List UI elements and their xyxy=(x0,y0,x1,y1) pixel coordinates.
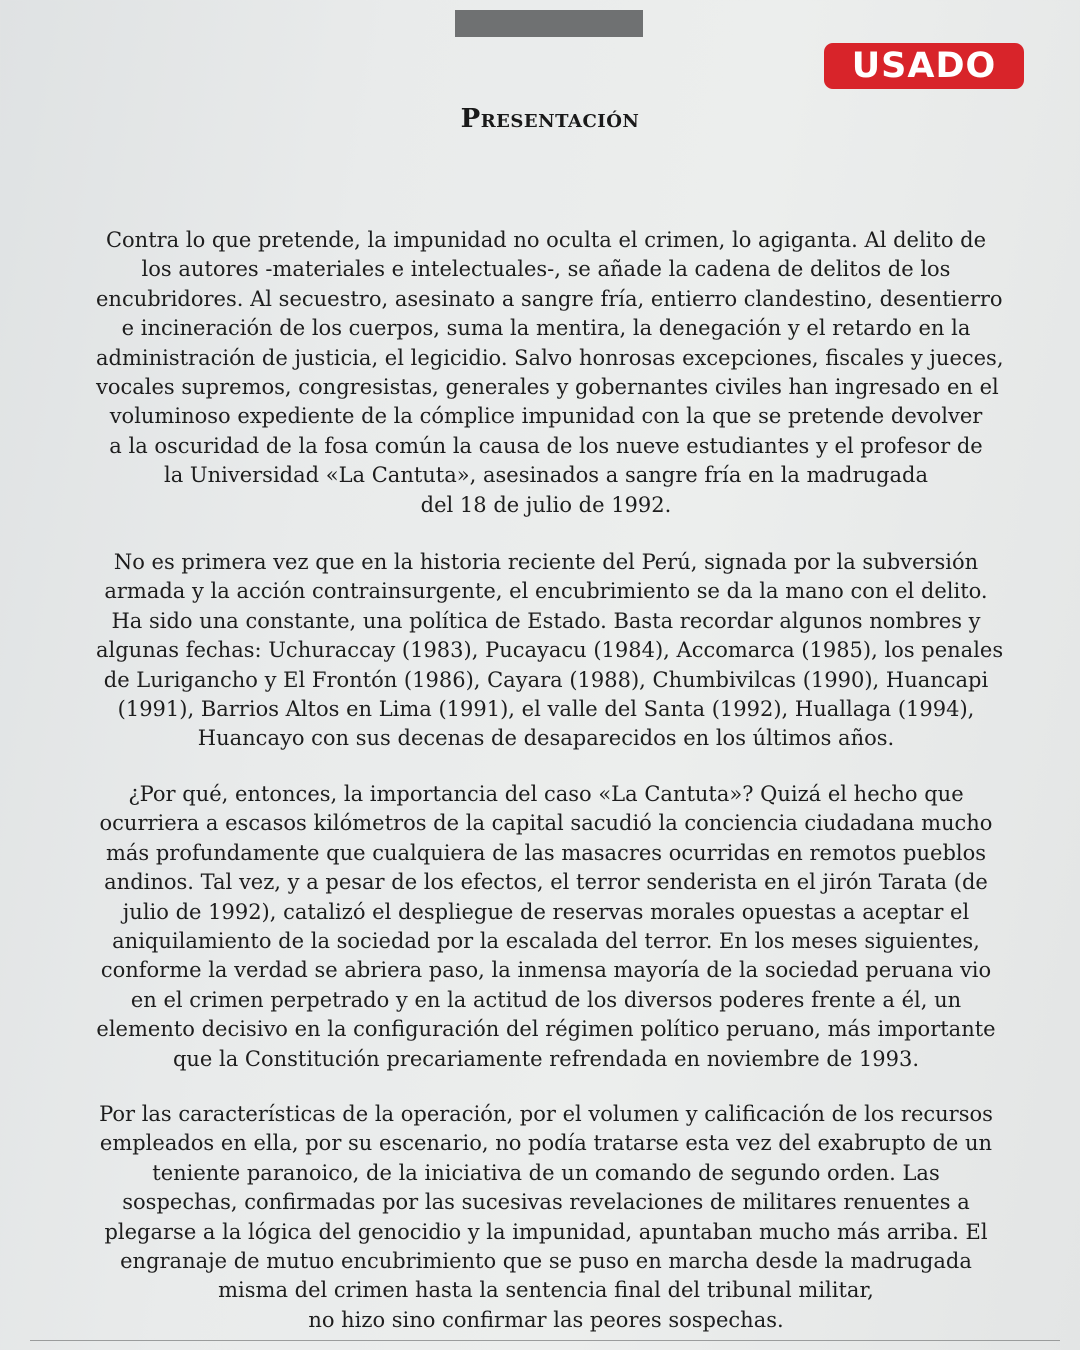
text-line: andinos. Tal vez, y a pesar de los efectos, el terror senderista en el jirón Tarata (de xyxy=(104,870,988,895)
text-line: plegarse a la lógica del genocidio y la impunidad, apuntaban mucho más arriba. El xyxy=(104,1219,988,1244)
text-line: e incineración de los cuerpos, suma la mentira, la denegación y el retardo en la xyxy=(121,316,971,341)
used-badge: USADO xyxy=(824,43,1024,89)
paragraph-2 xyxy=(96,548,1004,754)
text-line: los autores -materiales e intelectuales-, se añade la cadena de delitos de los xyxy=(141,257,951,282)
text-line: más profundamente que cualquiera de las masacres ocurridas en remotos pueblos xyxy=(105,840,987,865)
text-line: administración de justicia, el legicidio. Salvo honrosas excepciones, fiscales y jueces, xyxy=(96,345,1004,370)
text-line: ocurriera a escasos kilómetros de la capital sacudió la conciencia ciudadana mucho xyxy=(99,811,993,836)
page-bottom-edge xyxy=(30,1340,1060,1341)
text-line: misma del crimen hasta la sentencia final del tribunal militar, xyxy=(218,1278,874,1303)
text-line: (1991), Barrios Altos en Lima (1991), el valle del Santa (1992), Huallaga (1994), xyxy=(117,697,975,722)
text-line: que la Constitución precariamente refrendada en noviembre de 1993. xyxy=(172,1046,920,1071)
text-line: teniente paranoico, de la iniciativa de un comando de segundo orden. Las xyxy=(152,1160,940,1185)
text-line: de Lurigancho y El Frontón (1986), Cayara (1988), Chumbivilcas (1990), Huancapi xyxy=(103,667,989,692)
text-line: elemento decisivo en la configuración del régimen político peruano, más importante xyxy=(96,1017,996,1042)
text-line: en el crimen perpetrado y en la actitud de los diversos poderes frente a él, un xyxy=(130,987,962,1012)
text-line: No es primera vez que en la historia reciente del Perú, signada por la subversión xyxy=(113,550,979,574)
paragraph-4 xyxy=(96,1100,996,1335)
text-line: vocales supremos, congresistas, generales y gobernantes civiles han ingresado en el xyxy=(96,375,999,400)
text-line: algunas fechas: Uchuraccay (1983), Pucayacu (1984), Accomarca (1985), los penales xyxy=(96,638,1004,663)
page-title: Presentación xyxy=(460,104,640,134)
text-line: Contra lo que pretende, la impunidad no oculta el crimen, lo agiganta. Al delito de xyxy=(105,228,987,252)
text-line: del 18 de julio de 1992. xyxy=(420,492,672,517)
text-line: a la oscuridad de la fosa común la causa de los nueve estudiantes y el profesor de xyxy=(109,433,983,458)
paragraph-1 xyxy=(96,226,1004,520)
text-line: voluminoso expediente de la cómplice impunidad con la que se pretende devolver xyxy=(109,404,983,429)
text-line: ¿Por qué, entonces, la importancia del caso «La Cantuta»? Quizá el hecho que xyxy=(128,782,964,806)
text-line: encubridores. Al secuestro, asesinato a sangre fría, entierro clandestino, desentierro xyxy=(96,286,1003,311)
top-tab-strip xyxy=(455,10,643,37)
text-line: la Universidad «La Cantuta», asesinados a sangre fría en la madrugada xyxy=(163,463,928,488)
text-line: aniquilamiento de la sociedad por la escalada del terror. En los meses siguientes, xyxy=(112,929,980,954)
text-line: conforme la verdad se abriera paso, la inmensa mayoría de la sociedad peruana vio xyxy=(100,958,992,983)
text-line: no hizo sino confirmar las peores sospechas. xyxy=(308,1307,784,1332)
text-line: empleados en ella, por su escenario, no podía tratarse esta vez del exabrupto de un xyxy=(99,1131,993,1156)
text-line: Huancayo con sus decenas de desaparecidos en los últimos años. xyxy=(197,726,895,751)
text-line: Ha sido una constante, una política de Estado. Basta recordar algunos nombres y xyxy=(111,608,981,633)
text-line: sospechas, confirmadas por las sucesivas revelaciones de militares renuentes a xyxy=(122,1190,970,1215)
text-line: armada y la acción contrainsurgente, el encubrimiento se da la mano con el delito. xyxy=(104,579,988,604)
text-line: Por las características de la operación, por el volumen y calificación de los recursos xyxy=(99,1102,993,1126)
text-line: engranaje de mutuo encubrimiento que se puso en marcha desde la madrugada xyxy=(120,1249,972,1274)
text-line: julio de 1992), catalizó el despliegue de reservas morales opuestas a aceptar el xyxy=(122,899,970,924)
paragraph-3 xyxy=(96,780,996,1074)
